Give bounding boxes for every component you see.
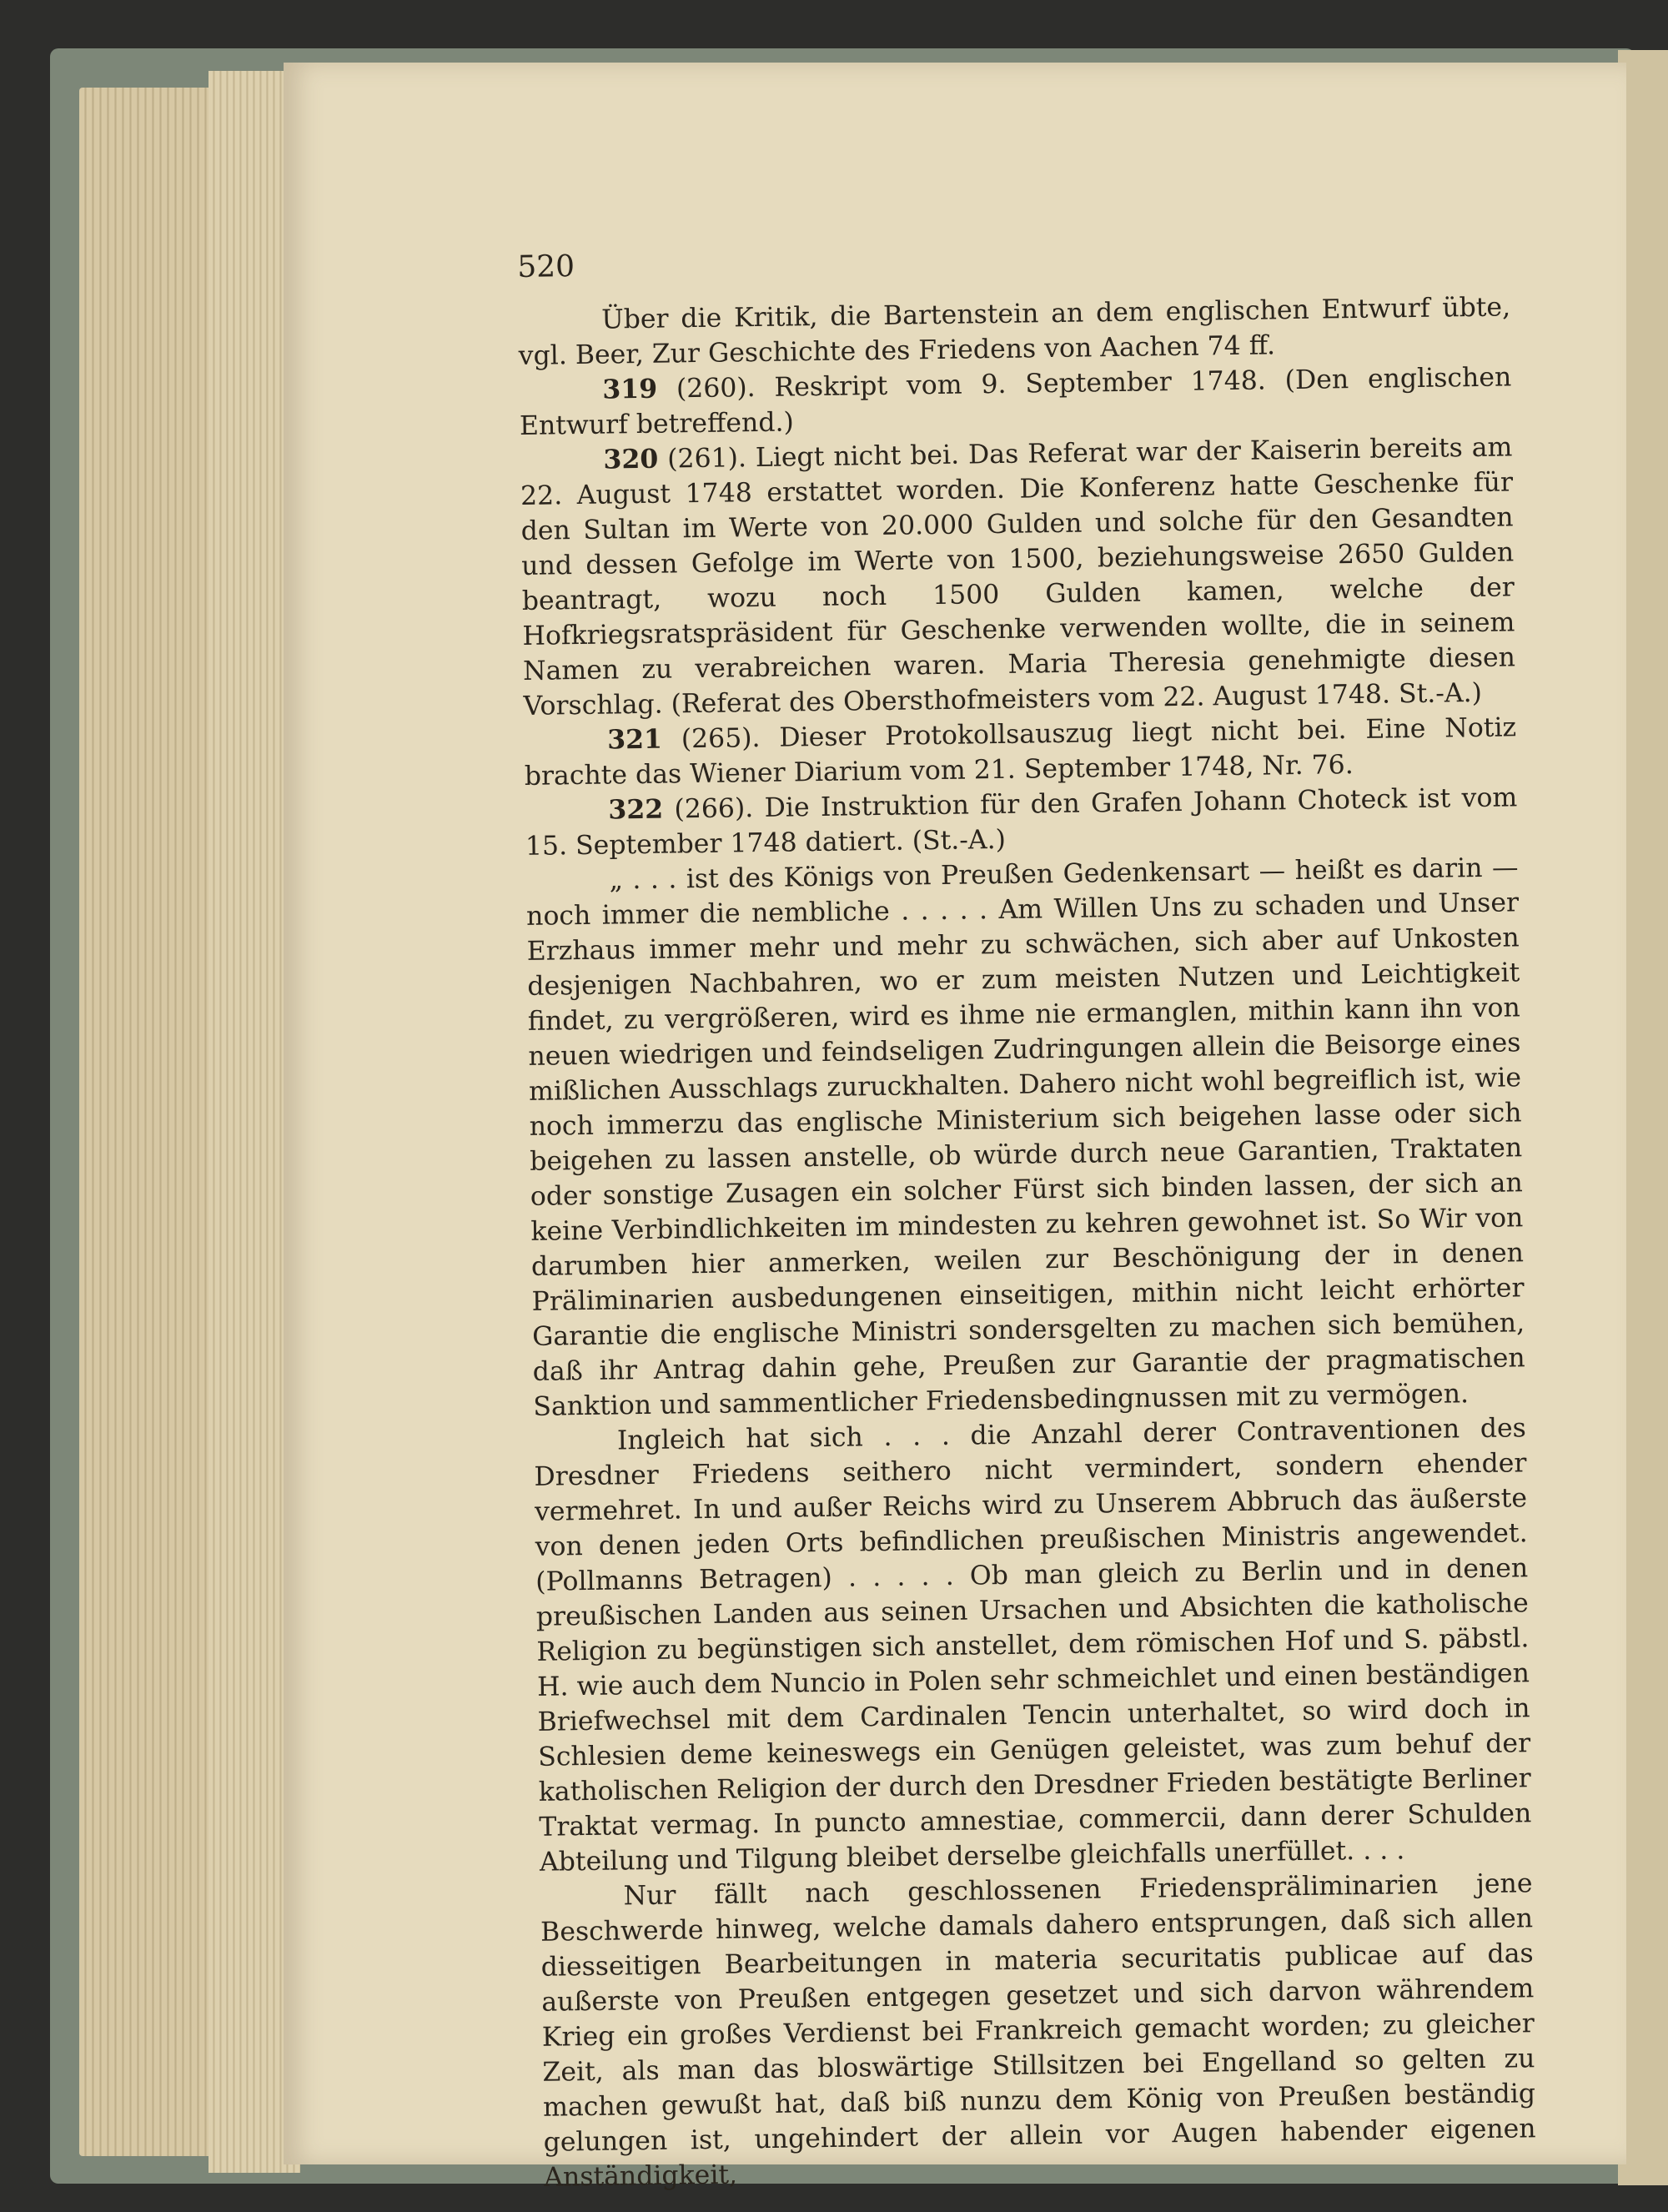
paragraph-text: Ingleich hat sich . . . die Anzahl derer Contraventionen des Dresdner Friedens seithero nicht vermindert, sondern ehender vermehret. In und außer Reichs wird zu Unserem Abbruch das äußerste von denen jeden Orts befindlichen preußischen Ministris angewendet. (Pollmanns Betragen) . . . . . Ob man gleich zu Berlin und in denen preußischen Landen aus seinen Ursachen und Absichten die katholische Religion zu begünstigen sich anstellet, dem römischen Hof und S. päbstl. H. wie auch dem Nuncio in Polen sehr schmeichlet und einen beständigen Briefwechsel mit dem Cardinalen Tencin unterhaltet, so wird doch in Schlesien deme keineswegs ein Genügen geleistet, was zum behuf der katholischen Religion der durch den Dresdner Frieden bestätigte Berliner Traktat vermag. In puncto amnestiae, commercii, dann derer Schulden Abteilung und Tilgung bleibet derselbe gleichfalls unerfüllet. . . . xyxy=(534,1413,1532,1878)
page-number: 520 xyxy=(517,249,575,284)
paragraph-text: (261). Liegt nicht bei. Das Referat war der Kaiserin bereits am 22. August 1748 erstattet worden. Die Konferenz hatte Geschenke für den Sultan im Werte von 20.000 Gulden und solche für den Gesandten und dessen Gefolge im Werte von 1500, beziehungsweise 2650 Gulden beantragt, wozu noch 1500 Gulden kamen, welche der Hofkriegsratspräsident für Geschenke verwenden wollte, die in seinem Namen zu verabreichen waren. Maria Theresia genehmigte diesen Vorschlag. (Referat des Obersthofmeisters vom 22. August 1748. St.-A.) xyxy=(520,432,1516,721)
paragraph xyxy=(525,850,1525,1425)
note-number: 319 xyxy=(602,373,658,405)
paragraph xyxy=(534,1410,1533,1880)
note-number: 322 xyxy=(608,793,664,826)
paragraph-text: „ . . . ist des Königs von Preußen Gedenkensart — heißt es darin — noch immer die nembliche . . . . . Am Willen Uns zu schaden und Unser Erzhaus immer mehr und mehr zu schwächen, sich aber auf Unkosten desjenigen Nachbahren, wo er zum meisten Nutzen und Leichtigkeit findet, zu vergrößeren, wird es ihme nie ermanglen, mithin kann ihn von neuen wiedrigen und feindseligen Zudringungen allein die Beisorge eines mißlichen Ausschlags zuruckhalten. Dahero nicht wohl begreiflich ist, wie noch immerzu das englische Ministerium sich beigehen lasse oder sich beigehen zu lassen anstelle, ob würde durch neue Garantien, Traktaten oder sonstige Zusagen ein solcher Fürst sich binden lassen, der sich an keine Verbindlichkeiten im mindesten zu kehren gewohnet ist. So Wir von darumben hier anmerken, weilen zur Beschönigung der in denen Präliminarien ausbedungenen einseitigen, mithin nicht leicht erhörter Garantie die englische Ministri sondersgelten zu machen sich bemühen, daß ihr Antrag dahin gehe, Preußen zur Garantie der pragmatischen Sanktion und sammentlicher Friedensbedingnussen mit zu vermögen. xyxy=(525,852,1525,1422)
page-text xyxy=(517,236,1536,2194)
paragraph-text: Über die Kritik, die Bartenstein an dem englischen Entwurf übte, vgl. Beer, Zur Geschichte des Friedens von Aachen 74 ff. xyxy=(518,292,1511,371)
paragraph-text: Nur fällt nach geschlossenen Friedenspräliminarien jene Beschwerde hinweg, welche damals dahero entsprungen, daß sich allen diesseitigen Bearbeitungen in materia securitatis publicae auf das außerste von Preußen entgegen gesetzet und sich darvon währendem Krieg ein großes Verdienst bei Frankreich gemacht worden; zu gleicher Zeit, als man das bloswärtige Stillsitzen bei Engelland so gelten zu machen gewußt hat, daß biß nunzu dem König von Preußen beständig gelungen ist, ungehindert der allein vor Augen habender eigenen Anständigkeit, xyxy=(540,1868,1536,2193)
paragraph-text: (266). Die Instruktion für den Grafen Johann Choteck ist vom 15. September 1748 datiert. (St.-A.) xyxy=(525,782,1518,862)
paragraph xyxy=(520,430,1516,724)
paragraph-text: (260). Reskript vom 9. September 1748. (Den englischen Entwurf betreffend.) xyxy=(519,362,1512,441)
paragraph xyxy=(540,1866,1536,2195)
note-number: 321 xyxy=(606,723,663,756)
paragraph-text: (265). Dieser Protokollsauszug liegt nicht bei. Eine Notiz brachte das Wiener Diarium vom 21. September 1748, Nr. 76. xyxy=(524,712,1517,792)
paragraph-list xyxy=(518,289,1537,2194)
note-number: 320 xyxy=(603,443,659,475)
